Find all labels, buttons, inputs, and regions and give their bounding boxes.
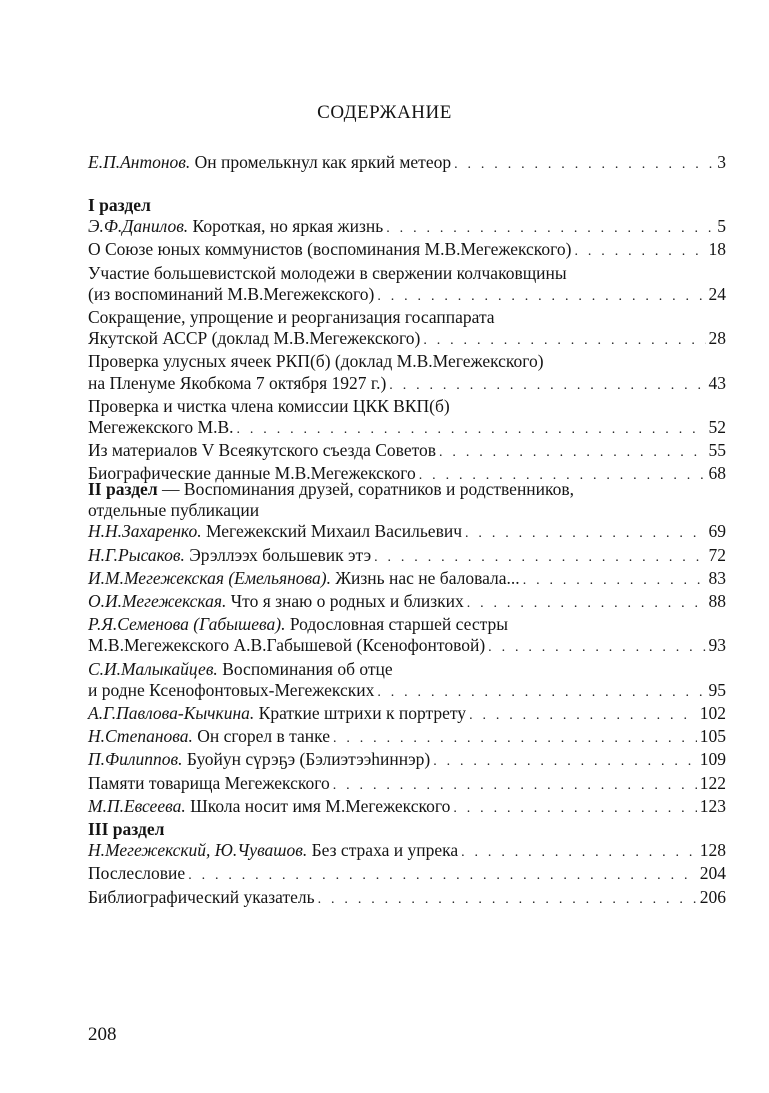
entry-title: Биографические данные М.В.Мегежекского <box>88 463 416 484</box>
entry-title: Короткая, но яркая жизнь <box>192 216 384 237</box>
toc-entry <box>88 749 726 772</box>
entry-page: 72 <box>708 544 726 565</box>
entry-title: М.В.Мегежекского А.В.Габышевой (Ксенофонтовой) <box>88 635 486 656</box>
toc-entry <box>88 521 726 544</box>
entry-author: А.Г.Павлова-Кычкина. <box>88 703 255 724</box>
entry-page: 109 <box>699 749 726 770</box>
leader-dots <box>433 751 697 772</box>
leader-dots <box>439 442 705 463</box>
toc-entry <box>88 887 726 910</box>
entry-page: 83 <box>708 567 726 588</box>
entry-page: 95 <box>708 679 726 700</box>
entry-author: Э.Ф.Данилов. <box>88 216 189 237</box>
entry-page: 93 <box>708 635 726 656</box>
section-heading-line2: отдельные публикации <box>88 500 260 521</box>
toc-entry <box>88 680 726 703</box>
entry-author: Р.Я.Семенова (Габышева). <box>88 614 286 635</box>
entry-page: 5 <box>717 216 726 237</box>
toc-entry <box>88 796 726 819</box>
entry-title: Якутской АССР (доклад М.В.Мегежекского) <box>88 328 421 349</box>
toc-entry <box>88 545 726 568</box>
toc-entry-line1: Проверка и чистка члена комиссии ЦКК ВКП(б) <box>88 395 450 416</box>
page-title: СОДЕРЖАНИЕ <box>317 102 452 123</box>
leader-dots <box>523 570 706 591</box>
entry-page: 28 <box>708 328 726 349</box>
entry-title: Эрэллээх большевик этэ <box>189 544 372 565</box>
toc-entry <box>88 863 726 886</box>
toc-entry-line1 <box>88 614 726 635</box>
entry-title: О Союзе юных коммунистов (воспоминания М.В.Мегежекского) <box>88 239 572 260</box>
entry-title: Без страха и упрека <box>311 840 459 861</box>
entry-page: 55 <box>708 440 726 461</box>
toc-entry <box>88 284 726 307</box>
entry-title: Что я знаю о родных и близких <box>230 591 464 612</box>
entry-title: (из воспоминаний М.В.Мегежекского) <box>88 283 375 304</box>
entry-author: О.И.Мегежекская. <box>88 591 227 612</box>
leader-dots <box>575 241 706 262</box>
leader-dots <box>188 865 697 886</box>
entry-page: 24 <box>708 283 726 304</box>
entry-title: Мегежекского М.В. <box>88 417 234 438</box>
leader-dots <box>386 218 714 239</box>
leader-dots <box>237 419 706 440</box>
entry-page: 102 <box>699 703 726 724</box>
toc-entry <box>88 216 726 239</box>
entry-page: 43 <box>708 372 726 393</box>
toc-entry <box>88 591 726 614</box>
leader-dots <box>374 547 705 568</box>
toc-entry <box>88 840 726 863</box>
entry-title: Он сгорел в танке <box>197 726 330 747</box>
toc-entry <box>88 152 726 175</box>
toc-entry <box>88 568 726 591</box>
toc-entry <box>88 635 726 658</box>
entry-page: 69 <box>708 521 726 542</box>
entry-title: Он промелькнул как яркий метеор <box>194 152 452 172</box>
entry-page: 122 <box>699 772 726 793</box>
entry-page: 3 <box>717 152 726 172</box>
entry-title: Воспоминания об отце <box>222 658 393 679</box>
entry-title: Жизнь нас не баловала... <box>335 567 520 588</box>
toc-entry <box>88 726 726 749</box>
section-heading: II раздел — Воспоминания друзей, соратников и родственников, <box>88 479 575 499</box>
entry-page: 18 <box>708 239 726 260</box>
entry-title: Из материалов V Всеякутского съезда Советов <box>88 440 437 461</box>
entry-title: на Пленуме Якобкома 7 октября 1927 г.) <box>88 372 387 393</box>
leader-dots <box>389 375 705 396</box>
toc-entry-line1 <box>88 659 726 680</box>
toc-entry-line1: Сокращение, упрощение и реорганизация госаппарата <box>88 307 495 328</box>
entry-title: Мегежекский Михаил Васильевич <box>205 521 463 542</box>
leader-dots <box>453 798 696 819</box>
entry-title: Библиографический указатель <box>88 886 315 907</box>
leader-dots <box>318 889 697 910</box>
entry-page: 52 <box>708 417 726 438</box>
toc-entry <box>88 703 726 726</box>
entry-author: И.М.Мегежекская (Емельянова). <box>88 567 331 588</box>
leader-dots <box>488 637 705 658</box>
section-heading: I раздел <box>88 195 151 215</box>
entry-title: и родне Ксенофонтовых-Мегежекских <box>88 679 375 700</box>
entry-title: Памяти товарища Мегежекского <box>88 772 330 793</box>
toc-intro <box>88 152 726 175</box>
entry-page: 128 <box>699 840 726 861</box>
entry-page: 88 <box>708 591 726 612</box>
toc-entry <box>88 239 726 262</box>
leader-dots <box>461 842 697 863</box>
leader-dots <box>469 705 697 726</box>
entry-title: Школа носит имя М.Мегежекского <box>190 795 451 816</box>
page-number: 208 <box>88 1024 117 1045</box>
section-heading: III раздел <box>88 819 165 840</box>
entry-author: Н.Мегежекский, Ю.Чувашов. <box>88 840 308 861</box>
entry-page: 204 <box>699 863 726 884</box>
entry-author: М.П.Евсеева. <box>88 795 186 816</box>
toc-entry <box>88 440 726 463</box>
toc-entry <box>88 373 726 396</box>
leader-dots <box>423 330 705 351</box>
entry-page: 123 <box>699 795 726 816</box>
entry-author: П.Филиппов. <box>88 749 183 770</box>
entry-author: Н.Г.Рысаков. <box>88 544 185 565</box>
leader-dots <box>377 286 705 307</box>
toc-entry <box>88 328 726 351</box>
leader-dots <box>465 523 705 544</box>
toc-entry <box>88 417 726 440</box>
entry-page: 105 <box>699 726 726 747</box>
entry-title: Послесловие <box>88 863 186 884</box>
entry-author: Н.Степанова. <box>88 726 193 747</box>
leader-dots <box>333 775 697 796</box>
entry-page: 206 <box>699 886 726 907</box>
leader-dots <box>377 682 705 703</box>
leader-dots <box>454 154 714 175</box>
toc-entry-line1: Проверка улусных ячеек РКП(б) (доклад М.В.Мегежекского) <box>88 351 544 372</box>
entry-author: С.И.Малыкайцев. <box>88 658 218 679</box>
entry-title: Родословная старшей сестры <box>289 614 508 635</box>
entry-title: Краткие штрихи к портрету <box>258 703 467 724</box>
leader-dots <box>333 728 697 749</box>
entry-author: Е.П.Антонов. <box>88 152 191 172</box>
entry-title: Буойун сүрэҕэ (Бэлиэтээһиннэр) <box>186 749 431 770</box>
toc-section-1 <box>88 195 726 487</box>
leader-dots <box>467 593 706 614</box>
toc-entry <box>88 773 726 796</box>
toc-entry-line1: Участие большевистской молодежи в свержении колчаковщины <box>88 262 567 283</box>
toc-section-2 <box>88 479 726 910</box>
entry-page: 68 <box>708 463 726 484</box>
entry-author: Н.Н.Захаренко. <box>88 521 202 542</box>
